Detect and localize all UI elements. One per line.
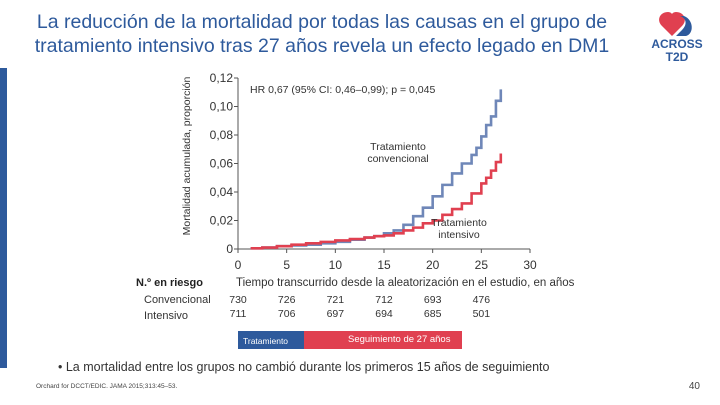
risk-value: 721 — [326, 294, 345, 306]
y-axis-label-text: Mortalidad acumulada, proporción — [181, 76, 193, 236]
y-tick-label: 0,10 — [209, 99, 233, 114]
risk-value: 693 — [423, 294, 442, 306]
y-tick-label: 0,08 — [209, 128, 233, 142]
y-tick-label: 0,02 — [209, 213, 233, 228]
y-tick-label: 0,06 — [209, 156, 233, 171]
risk-value: 730 — [229, 294, 247, 306]
logo-text-across: ACROSS — [651, 37, 703, 51]
slide-title: La reducción de la mortalidad por todas las causas en el grupo de tratamiento intensivo tras 27 años revela un efecto legado en DM1 — [34, 11, 610, 57]
x-axis-label: Tiempo transcurrido desde la aleatorización en el estudio, en años — [236, 277, 575, 289]
x-tick-label: 20 — [425, 258, 440, 272]
logo-text-t2d: T2D — [665, 50, 689, 64]
treatment-bar-label: Tratamiento — [243, 336, 289, 346]
risk-value: 476 — [472, 294, 491, 306]
risk-value: 501 — [472, 308, 491, 320]
risk-value: 726 — [277, 294, 296, 306]
x-tick-label: 0 — [234, 258, 242, 272]
risk-table-header: N.º en riesgo — [136, 277, 203, 289]
risk-row-label: Convencional — [144, 294, 211, 306]
hr-annotation: HR 0,67 (95% CI: 0,46–0,99); p = 0,045 — [250, 84, 436, 96]
bullet-text: La mortalidad entre los grupos no cambió durante los primeros 15 años de seguimiento — [65, 360, 550, 374]
risk-value: 697 — [326, 308, 345, 320]
followup-bar-label: Seguimiento de 27 años — [348, 334, 451, 345]
risk-row-label: Intensivo — [144, 310, 189, 322]
x-tick-label: 5 — [283, 258, 291, 272]
y-tick-label: 0,04 — [209, 185, 233, 199]
risk-value: 685 — [423, 308, 442, 320]
x-tick-label: 15 — [377, 258, 391, 272]
risk-value: 712 — [375, 294, 393, 306]
x-tick-label: 25 — [474, 258, 489, 272]
risk-value: 694 — [375, 308, 393, 320]
y-tick-label: 0 — [226, 242, 233, 256]
risk-value: 706 — [277, 308, 296, 320]
y-tick-label: 0,12 — [209, 71, 233, 85]
x-tick-label: 30 — [523, 258, 537, 272]
x-tick-label: 10 — [328, 258, 343, 272]
citation: Orchard for DCCT/EDIC. JAMA 2015;313:45–53. — [36, 383, 178, 390]
conventional-annotation: Tratamiento convencional — [367, 141, 429, 165]
risk-value: 711 — [229, 308, 247, 320]
page-number: 40 — [688, 381, 700, 392]
bullet-point: • La mortalidad entre los grupos no cambió durante los primeros 15 años de seguimiento — [58, 360, 550, 374]
intensive-annotation: Tratamiento intensivo — [431, 217, 487, 241]
chart-tick-labels — [210, 71, 537, 272]
